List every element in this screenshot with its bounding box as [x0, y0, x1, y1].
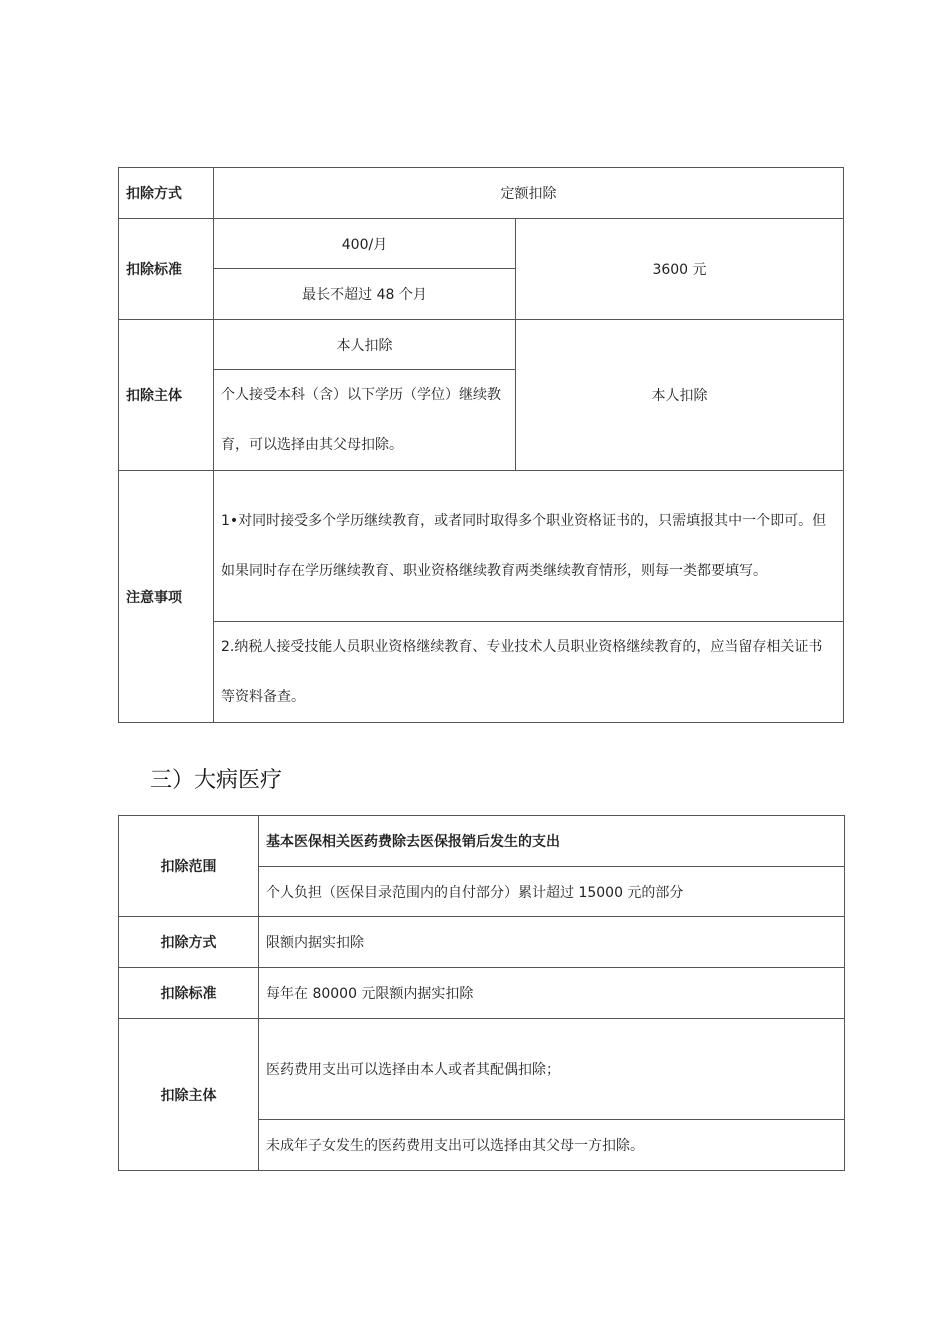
- method-value: 定额扣除: [214, 168, 844, 219]
- standard-label: 扣除标准: [119, 968, 259, 1019]
- subject-label: 扣除主体: [119, 1019, 259, 1171]
- section-heading: 三）大病医疗: [150, 768, 283, 793]
- subject-label: 扣除主体: [119, 320, 214, 471]
- standard-yearly: 3600 元: [516, 219, 844, 320]
- subject-value-1: 医药费用支出可以选择由本人或者其配偶扣除；: [259, 1019, 845, 1120]
- note-2: 2.纳税人接受技能人员职业资格继续教育、专业技术人员职业资格继续教育的，应当留存相关证书等资料备查。: [214, 622, 844, 723]
- standard-monthly: 400/月: [214, 219, 516, 269]
- subject-self: 本人扣除: [214, 320, 516, 370]
- standard-limit: 最长不超过 48 个月: [214, 269, 516, 320]
- method-label: 扣除方式: [119, 917, 259, 968]
- notes-label: 注意事项: [119, 471, 214, 723]
- method-label: 扣除方式: [119, 168, 214, 219]
- serious-illness-table: [118, 815, 845, 1171]
- scope-value-2: 个人负担（医保目录范围内的自付部分）累计超过 15000 元的部分: [259, 867, 845, 917]
- scope-label: 扣除范围: [119, 816, 259, 917]
- subject-value-2: 未成年子女发生的医药费用支出可以选择由其父母一方扣除。: [259, 1120, 845, 1171]
- subject-right: 本人扣除: [516, 320, 844, 471]
- note-1: 1•对同时接受多个学历继续教育，或者同时取得多个职业资格证书的，只需填报其中一个即可。但如果同时存在学历继续教育、职业资格继续教育两类继续教育情形，则每一类都要填写。: [214, 471, 844, 622]
- standard-label: 扣除标准: [119, 219, 214, 320]
- subject-parent: 个人接受本科（含）以下学历（学位）继续教育，可以选择由其父母扣除。: [214, 370, 516, 471]
- standard-value: 每年在 80000 元限额内据实扣除: [259, 968, 845, 1019]
- scope-value-1: 基本医保相关医药费除去医保报销后发生的支出: [259, 816, 845, 867]
- method-value: 限额内据实扣除: [259, 917, 845, 968]
- continuing-education-table: [118, 167, 844, 723]
